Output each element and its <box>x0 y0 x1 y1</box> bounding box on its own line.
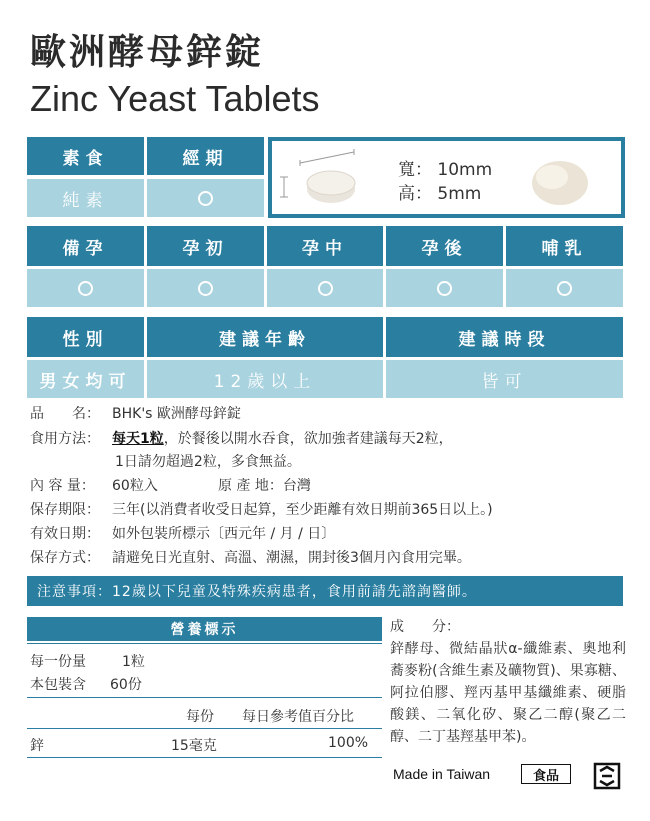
origin-label: 原 產 地： <box>218 478 283 494</box>
timing-header: 建議時段 <box>386 317 623 357</box>
per-pack-label: 本包裝含 <box>30 677 86 693</box>
recycle-icon <box>593 762 621 794</box>
diet-header: 素食 <box>27 137 144 175</box>
nutrient-amount: 15毫克 <box>171 738 217 754</box>
stage-value-early <box>147 269 264 307</box>
ingredients-label: 成 分： <box>390 619 460 635</box>
origin-value: 台灣 <box>282 478 311 494</box>
width-label: 寬： <box>398 160 432 180</box>
period-value <box>147 179 264 217</box>
shelf-value: 三年(以消費者收受日起算，至少距離有效日期前365日以上。) <box>112 502 493 518</box>
col-daily-value: 每日參考值百分比 <box>242 709 354 725</box>
info-name <box>30 403 241 425</box>
usage-dose: 每天1粒 <box>112 431 164 447</box>
stage-header-nursing: 哺乳 <box>506 226 623 266</box>
stage-value-mid <box>267 269 383 307</box>
stage-value-prep <box>27 269 144 307</box>
divider <box>27 697 382 698</box>
ingredients-text: 鋅酵母、微結晶狀α-纖維素、奧地利蕎麥粉(含維生素及礦物質)、果寡糖、阿拉伯膠、羥丙基甲基纖維素、硬脂酸鎂、二氧化矽、聚乙二醇(聚乙二醇、二丁基羥基甲苯)。 <box>390 641 626 745</box>
circle-mark-icon <box>437 281 452 296</box>
timing-value: 皆可 <box>386 360 623 398</box>
per-pack-value: 60份 <box>110 677 142 693</box>
stage-header-late: 孕後 <box>386 226 503 266</box>
nutrient-dv: 100% <box>328 735 369 751</box>
food-badge: 食品 <box>521 764 571 784</box>
size-width <box>398 155 492 180</box>
divider <box>27 728 382 729</box>
product-title-en: Zinc Yeast Tablets <box>30 78 320 119</box>
height-label: 高： <box>398 184 432 204</box>
stage-header-prep: 備孕 <box>27 226 144 266</box>
usage-label: 食用方法： <box>30 431 100 447</box>
circle-mark-icon <box>557 281 572 296</box>
info-origin <box>218 475 311 497</box>
circle-mark-icon <box>78 281 93 296</box>
name-value: BHK's 歐洲酵母鋅錠 <box>112 406 241 422</box>
expiry-value: 如外包裝所標示〔西元年 / 月 / 日〕 <box>112 526 336 542</box>
nutrition-title: 營養標示 <box>27 617 382 641</box>
circle-mark-icon <box>198 281 213 296</box>
storage-value: 請避免日光直射、高溫、潮濕，開封後3個月內食用完畢。 <box>112 550 471 566</box>
product-title-zh: 歐洲酵母鋅錠 <box>30 32 265 73</box>
circle-mark-icon <box>198 191 213 206</box>
notice-bar: 注意事項：12歲以下兒童及特殊疾病患者，食用前請先諮詢醫師。 <box>27 576 623 606</box>
diet-value: 純素 <box>27 179 144 217</box>
usage-text: ，於餐後以開水吞食，欲加強者建議每天2粒， <box>163 431 453 447</box>
width-value: 10mm <box>437 160 493 180</box>
info-shelf-life <box>30 499 493 521</box>
info-usage <box>30 428 453 450</box>
info-expiry <box>30 523 335 545</box>
height-value: 5mm <box>437 184 482 204</box>
serving-value: 1粒 <box>122 654 145 670</box>
stage-value-late <box>386 269 503 307</box>
age-value: 12歲以上 <box>147 360 383 398</box>
divider <box>27 643 382 644</box>
gender-header: 性別 <box>27 317 144 357</box>
ingredients <box>390 616 626 748</box>
shelf-label: 保存期限： <box>30 502 100 518</box>
stage-value-nursing <box>506 269 623 307</box>
usage-line2: 1日請勿超過2粒，多食無益。 <box>115 454 301 470</box>
divider <box>27 757 382 758</box>
circle-mark-icon <box>318 281 333 296</box>
name-label: 品 名： <box>30 406 100 422</box>
tablet-size-box <box>268 137 625 218</box>
nutrient-name: 鋅 <box>30 738 44 754</box>
made-in-label: Made in Taiwan <box>393 766 491 782</box>
serving-label: 每一份量 <box>30 654 86 670</box>
age-header: 建議年齡 <box>147 317 383 357</box>
stage-header-early: 孕初 <box>147 226 264 266</box>
volume-value: 60粒入 <box>112 478 158 494</box>
stage-header-mid: 孕中 <box>267 226 383 266</box>
expiry-label: 有效日期： <box>30 526 100 542</box>
volume-label: 內 容 量： <box>30 478 95 494</box>
period-header: 經期 <box>147 137 264 175</box>
gender-value: 男女均可 <box>27 360 144 398</box>
col-per-serving: 每份 <box>186 709 214 725</box>
size-height <box>398 179 481 204</box>
storage-label: 保存方式： <box>30 550 100 566</box>
info-storage <box>30 547 471 569</box>
info-volume <box>30 475 158 497</box>
